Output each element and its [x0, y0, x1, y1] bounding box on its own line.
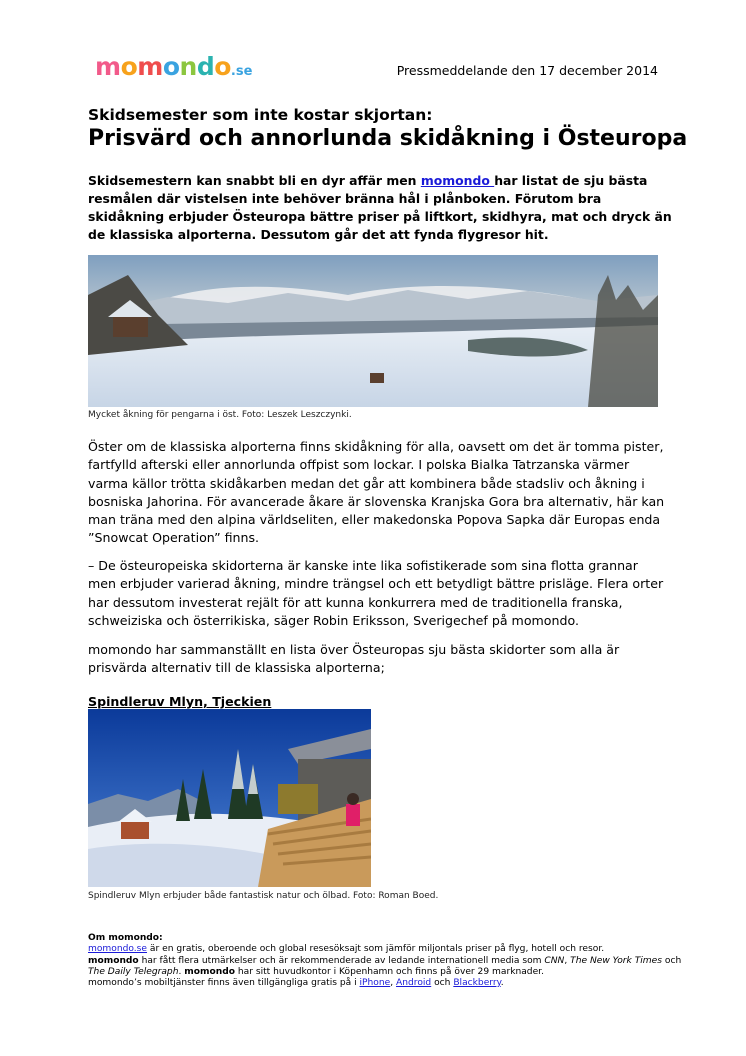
lead-paragraph [88, 172, 678, 244]
photo-caption: Mycket åkning för pengarna i öst. Foto: Leszek Leszczynki. [88, 410, 352, 420]
logo-letter: o [162, 52, 180, 81]
about-text: och [431, 978, 454, 989]
about-text: och [661, 955, 682, 966]
brand-name: momondo [184, 966, 235, 977]
press-release-date: Pressmeddelande den 17 december 2014 [396, 63, 658, 78]
blackberry-link[interactable]: Blackberry [453, 978, 501, 989]
kicker: Skidsemester som inte kostar skjortan: [88, 106, 433, 124]
about-text: . [500, 978, 504, 989]
iphone-link[interactable]: iPhone [359, 978, 391, 989]
momondo-logo[interactable] [95, 52, 252, 82]
momondo-se-link[interactable]: momondo.se [88, 944, 148, 955]
logo-letter: o [120, 52, 138, 81]
about-line [88, 956, 688, 979]
media-name: CNN [544, 955, 565, 966]
spindleruv-image [88, 709, 371, 887]
lead-text: har listat de sju bästa resmålen där vistelsen inte behöver bränna hål i plånboken. Förutom bra skidåkning erbjuder Östeuropa bättre priser på liftkort, skidhyra, mat och dryck än de klassiska alporterna. Dessutom går det att fynda flygresor hit. [88, 173, 672, 242]
about-text: har fått flera utmärkelser och är rekommenderade av ledande internationell media som [138, 955, 545, 966]
about-line [88, 944, 688, 955]
about-text: är en gratis, oberoende och global resesöksajt som jämför miljontals priser på flyg, hotell och resor. [147, 944, 605, 955]
brand-name: momondo [88, 955, 139, 966]
about-title: Om momondo: [88, 933, 163, 943]
panorama-image [88, 255, 658, 407]
section-title: Spindleruv Mlyn, Tjeckien [88, 694, 272, 709]
panorama-photo [88, 255, 658, 407]
about-text: momondo’s mobiltjänster finns även tillgängliga gratis på i [88, 978, 360, 989]
about-text: har sitt huvudkontor i Köpenhamn och finns på över 29 marknader. [234, 966, 544, 977]
logo-letter: n [179, 52, 197, 81]
logo-letter: m [137, 52, 163, 81]
spindleruv-photo [88, 709, 371, 887]
body-paragraph: Öster om de klassiska alporterna finns skidåkning för alla, oavsett om det är tomma pister, fartfylld afterski eller annorlunda offpist som lockar. I polska Bialka Tatrzanska värmer varma källor trötta skidåkarben medan det går att kombinera både stadsliv och åkning i bosniska Jahorina. För avancerade åkare är slovenska Kranjska Gora bra alternativ, här kan man träna med den alpina världseliten, eller makedonska Popova Sapka där Europas enda ”Snowcat Operation” finns. [88, 439, 665, 546]
headline: Prisvärd och annorlunda skidåkning i Östeuropa [88, 126, 688, 151]
momondo-link[interactable]: momondo [420, 173, 495, 188]
about-text: , [390, 978, 397, 989]
media-name: The Daily Telegraph [88, 966, 179, 977]
about-section [88, 933, 688, 989]
photo-caption: Spindleruv Mlyn erbjuder både fantastisk natur och ölbad. Foto: Roman Boed. [88, 891, 439, 901]
media-name: The New York Times [570, 955, 662, 966]
about-line [88, 978, 688, 989]
logo-letter: d [196, 52, 215, 81]
logo-letter: m [95, 52, 121, 81]
logo-letter: o [214, 52, 231, 81]
android-link[interactable]: Android [396, 978, 432, 989]
lead-text: Skidsemestern kan snabbt bli en dyr affär men [88, 173, 421, 188]
body-paragraph: momondo har sammanställt en lista över Östeuropas sju bästa skidorter som alla är prisvärda alternativ till de klassiska alporterna; [88, 642, 620, 676]
body-paragraph: – De östeuropeiska skidorterna är kanske inte lika sofistikerade som sina flotta grannar men erbjuder varierad åkning, mindre trängsel och ett betydligt bättre prisläge. Flera orter har dessutom investerat rejält för att kunna konkurrera med de traditionella franska, schweiziska och österrikiska, säger Robin Eriksson, Sverigechef på momondo. [88, 558, 664, 628]
about-text: . [178, 966, 185, 977]
about-text: , [564, 955, 571, 966]
logo-suffix: .se [230, 64, 253, 79]
